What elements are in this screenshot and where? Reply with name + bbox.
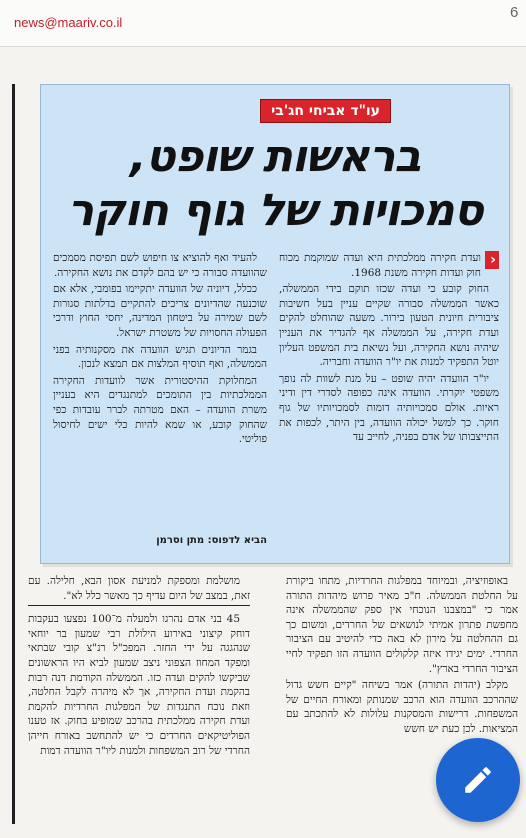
page-divider [12,84,15,824]
author-byline: עו"ד אביחי חג'בי [260,99,391,123]
paragraph: להעיד ואף להוציא צו חיפוש לשם תפיסת מסמכים שהוועדה סבורה כי יש בהם לקדם את נושא החקירה. [53,252,267,279]
paragraph: החוק קובע כי ועדה שכזו תוקם בידי הממשלה, כאשר הממשלה סבורה שקיים עניין בעל חשיבות ציבורית חיונית הטעון בירור. משעה שהוחלט להקים ועדת חקירה, על הממשלה אף להגדיר את העניין שיהיה נושא החקירה, ועל נשיאת בית המשפט העליון יוטל התפקיד למנות את יו"ר הוועדה וחבריה. [279,283,499,369]
box-column-right [279,251,499,549]
paragraph: מקלב (יהדות התורה) אמר בשיחה "קיים חשש גדול שההרכב הוועדה הוא הרכב שמנותק ומאורח החיים של המשפחות. דרישות והמסקנות עלולות לא להתכתב עם המציאות. לכן כעת יש חשש [286,679,518,735]
paragraph: בגמר הדיונים תגיש הוועדה את מסקנותיה בפני הממשלה, ואף תוסיף המלצות אם תמצא לנכון. [53,343,267,371]
paragraph: באופוזיציה, ובמיוחד במפלגות החרדיות, מתחו ביקורת על החלטת הממשלה. ח"כ מאיר פרוש מיהדות התורה אמר כי "במצבנו הנוכחי אין ספק שהממשלה אינה מחפשת פתרון אמיתי לנושאים של החרדים, ומשום כך גם ההחלטה על מירון לא באה כדי להיטיב עם הציבור החרדי. ימים יגידו איזה קלקולים הוועדה הזו תפקיד לחיי הציבור החרדי בארץ". [286,575,518,675]
box-columns [53,251,499,549]
paragraph: ככלל, דיוניה של הוועדה יתקיימו בפומבי, אלא אם שוכנעה שהדיונים צריכים להתקיים בדלתות סגורות לשם שמירה על ביטחון המדינה, יחסי החוץ ודרכי הפעולה החסויות של משטרת ישראל. [53,283,267,339]
arrow-left-icon: ‹ [485,251,499,269]
paragraph: 45 בני אדם נהרגו ולמעלה מ־100 נפצעו בעקבות דוחק קיצוני באירוע הילולת רבי שמעון בר יוחאי שנהגגה על ידי החזר. המפכ"ל רנ"צ קובי שבתאי ומפקד המחוז הצפוני ניצב שמעון לביא היו הראשונים שביקשו להקים ועדה כזו. הממשלה הקודמת דנה רבות בהקמת ועדת החקירה, אך לא מיהרה לקבל החלטה, וזאת נוכח התנגדות של המפלגות החרדיות להקמת ועדת חקירה ממלכתית בהרכב שמופיע בחוק. אז טענו הפוליטיקאים החרדים כי יש להתחשב באורח חייהן החרדי של רוב המשפחות ולמנות ליו"ר הוועדה דמות [28,613,250,757]
sidebar-box [40,84,510,564]
page-number: 6 [510,4,519,21]
article-column-left [28,574,250,838]
news-email[interactable]: news@maariv.co.il [14,15,123,30]
headline-line-1: בראשות שופט, [129,131,421,182]
edit-button[interactable] [436,738,520,822]
headline-line-2: סמכויות של גוף חוקר [67,185,483,236]
paragraph: המחלוקת ההיסטורית אשר לוועדות החקירה הממלכתיות בין התומכים למתנגדים היא בעניין משרת הוועדה – האם מטרתה לברר עובדות כפי שהחוק קובע, או שמא להיות כלי ישים לחיסול פוליטי. [53,374,267,446]
print-credit: הביא לדפוס: מתן וסרמן [156,535,267,547]
paragraph: ועדת חקירה ממלכתית היא ועדה שמוקמת מכוח חוק ועדות חקירה משנת 1968. [279,252,481,279]
top-bar [0,0,526,47]
column-rule [28,605,250,606]
paragraph: יו"ר הוועדה יהיה שופט – על מנת לשוות לה נופך משפטי יוקרתי. הוועדה אינה כפופה לסדרי דין ודיני ראיות. אולם סמכויותיה דומות לסמכויותיו של גוף חוקר. כך למשל יכולה הוועדה, בין היתר, לכפות את התייצבותו של אדם בפניה, לחייב עד [279,372,499,444]
pencil-icon [461,763,495,797]
paragraph: מושלמת ומספקת למניעת אסון הבא, חלילה. עם זאת, במצב של היום עדיף כך מאשר כלל לא". [28,575,250,602]
box-column-left [53,251,267,549]
